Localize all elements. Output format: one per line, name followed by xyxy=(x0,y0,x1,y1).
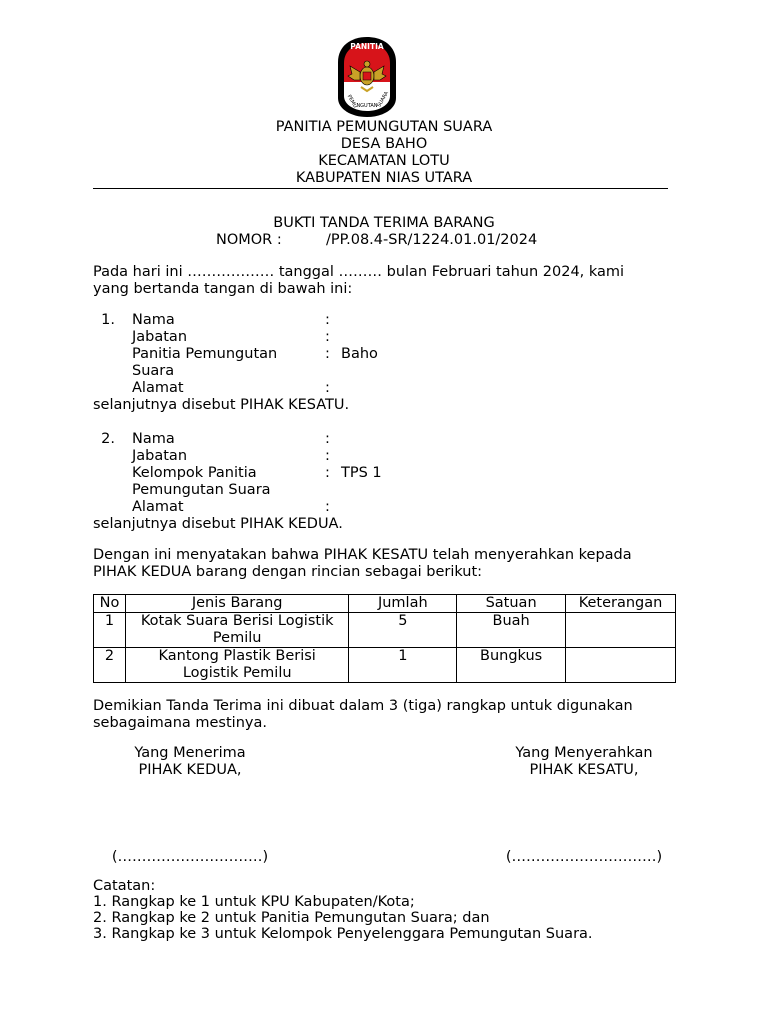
party1-org-label-2: Suara xyxy=(132,363,175,379)
cell-jenis xyxy=(125,648,348,683)
cell-keterangan xyxy=(566,648,676,683)
notes-title: Catatan: xyxy=(93,878,156,894)
logo-text-top: PANITIA xyxy=(350,42,384,51)
party2-alamat-label: Alamat xyxy=(132,499,184,515)
items-table xyxy=(93,594,676,683)
statement-line-2: PIHAK KEDUA barang dengan rincian sebagai berikut: xyxy=(93,564,483,580)
party1-nama-label: Nama xyxy=(132,312,175,328)
kpu-logo xyxy=(337,36,397,118)
party2-jabatan-label: Jabatan xyxy=(132,448,188,464)
table-header-row xyxy=(94,595,676,613)
header-line-2: DESA BAHO xyxy=(340,136,428,152)
party1-alamat-colon: : xyxy=(325,380,330,396)
party2-jabatan-colon: : xyxy=(325,448,330,464)
party1-jabatan-label: Jabatan xyxy=(132,329,188,345)
statement-line-1: Dengan ini menyatakan bahwa PIHAK KESATU telah menyerahkan kepada xyxy=(93,547,632,563)
sig-right-blank: (…………………………) xyxy=(505,849,663,865)
cell-no: 1 xyxy=(94,613,126,648)
col-header-satuan: Satuan xyxy=(457,595,566,613)
party2-number: 2. xyxy=(101,431,115,447)
doc-title: BUKTI TANDA TERIMA BARANG xyxy=(273,215,495,231)
party2-org-colon: : xyxy=(325,465,330,481)
cell-jenis-line-2: Logistik Pemilu xyxy=(182,665,292,681)
party2-after: selanjutnya disebut PIHAK KEDUA. xyxy=(93,516,343,532)
party2-nama-label: Nama xyxy=(132,431,175,447)
party2-org-label-2: Pemungutan Suara xyxy=(132,482,271,498)
cell-jenis xyxy=(125,613,348,648)
intro-line-2: yang bertanda tangan di bawah ini: xyxy=(93,281,353,297)
party1-jabatan-colon: : xyxy=(325,329,330,345)
party1-nama-colon: : xyxy=(325,312,330,328)
table-row xyxy=(94,648,676,683)
nomor-label: NOMOR : xyxy=(216,232,282,248)
party2-org-value: TPS 1 xyxy=(341,465,382,481)
cell-jumlah: 5 xyxy=(349,613,457,648)
closing-line-1: Demikian Tanda Terima ini dibuat dalam 3 (tiga) rangkap untuk digunakan xyxy=(93,698,633,714)
sig-left-party: PIHAK KEDUA, xyxy=(138,762,242,778)
cell-satuan: Buah xyxy=(457,613,566,648)
cell-keterangan xyxy=(566,613,676,648)
sig-left-role: Yang Menerima xyxy=(134,745,246,761)
logo-text-left: PEMU xyxy=(345,93,359,110)
party1-org-value: Baho xyxy=(341,346,378,362)
table-row xyxy=(94,613,676,648)
col-header-jumlah: Jumlah xyxy=(349,595,457,613)
cell-jenis-line-2: Pemilu xyxy=(212,630,262,646)
notes-item-2: 2. Rangkap ke 2 untuk Panitia Pemungutan Suara; dan xyxy=(93,910,490,926)
cell-satuan: Bungkus xyxy=(457,648,566,683)
cell-jenis-line-1: Kantong Plastik Berisi xyxy=(158,648,316,664)
party1-after: selanjutnya disebut PIHAK KESATU. xyxy=(93,397,350,413)
sig-right-role: Yang Menyerahkan xyxy=(515,745,653,761)
header-line-3: KECAMATAN LOTU xyxy=(318,153,450,169)
col-header-no: No xyxy=(94,595,126,613)
party2-alamat-colon: : xyxy=(325,499,330,515)
header-line-4: KABUPATEN NIAS UTARA xyxy=(295,170,473,186)
col-header-jenis: Jenis Barang xyxy=(125,595,348,613)
header-divider xyxy=(93,188,668,189)
logo-text-right: SUARA xyxy=(376,90,390,109)
closing-line-2: sebagaimana mestinya. xyxy=(93,715,267,731)
cell-no: 2 xyxy=(94,648,126,683)
party1-alamat-label: Alamat xyxy=(132,380,184,396)
logo-text-bottom: NGUTAN xyxy=(356,103,378,109)
party1-org-colon: : xyxy=(325,346,330,362)
cell-jumlah: 1 xyxy=(349,648,457,683)
sig-right-party: PIHAK KESATU, xyxy=(529,762,639,778)
notes-item-3: 3. Rangkap ke 3 untuk Kelompok Penyelenggara Pemungutan Suara. xyxy=(93,926,593,942)
party2-nama-colon: : xyxy=(325,431,330,447)
party2-org-label-1: Kelompok Panitia xyxy=(132,465,257,481)
notes-item-1: 1. Rangkap ke 1 untuk KPU Kabupaten/Kota; xyxy=(93,894,415,910)
sig-left-blank: (…………………………) xyxy=(111,849,269,865)
header-line-1: PANITIA PEMUNGUTAN SUARA xyxy=(275,119,493,135)
party1-org-label-1: Panitia Pemungutan xyxy=(132,346,278,362)
col-header-keterangan: Keterangan xyxy=(566,595,676,613)
cell-jenis-line-1: Kotak Suara Berisi Logistik xyxy=(140,613,334,629)
intro-line-1: Pada hari ini ……………… tanggal ……… bulan Februari tahun 2024, kami xyxy=(93,264,625,280)
nomor-value: /PP.08.4-SR/1224.01.01/2024 xyxy=(326,232,538,248)
party1-number: 1. xyxy=(101,312,115,328)
